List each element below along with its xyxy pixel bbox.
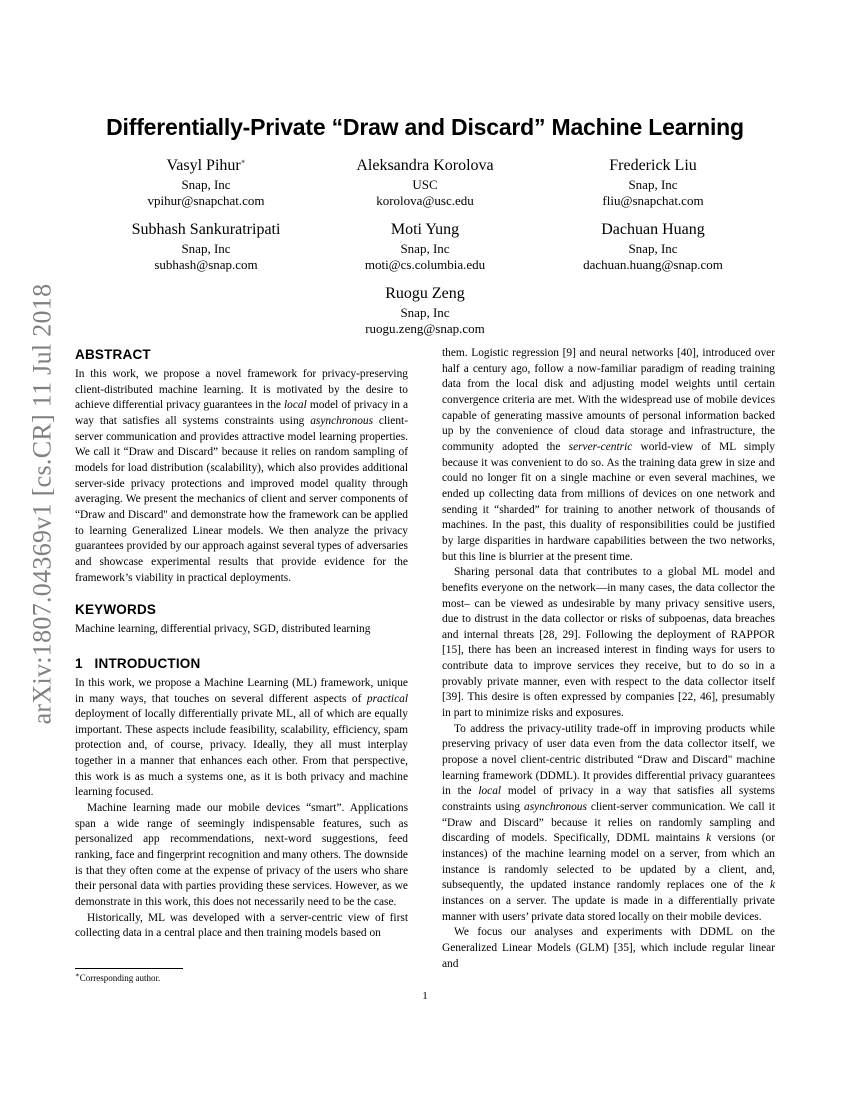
author-affiliation: Snap, Inc xyxy=(400,305,450,320)
arxiv-identifier-margin xyxy=(22,283,62,725)
author-block xyxy=(315,220,535,273)
author-name: Ruogu Zeng xyxy=(385,285,465,302)
author-name: Aleksandra Korolova xyxy=(356,157,494,174)
author-email: vpihur@snapchat.com xyxy=(147,193,265,208)
author-affiliation: Snap, Inc xyxy=(181,241,231,256)
right-column xyxy=(442,346,775,972)
intro-paragraph: Historically, ML was developed with a server-centric view of first collecting data in a central place and then training models based on xyxy=(75,911,408,940)
footnote: ∗Corresponding author. xyxy=(75,971,161,983)
author-email: moti@cs.columbia.edu xyxy=(364,257,486,272)
author-email: subhash@snap.com xyxy=(154,257,258,272)
intro-paragraph: We focus our analyses and experiments with DDML on the Generalized Linear Models (GLM) [35], which include regular linear and xyxy=(442,926,775,970)
footnote-rule xyxy=(75,968,183,969)
author-affiliation: Snap, Inc xyxy=(181,177,231,192)
author-name: Subhash Sankuratripati xyxy=(131,221,281,238)
author-block xyxy=(96,220,316,273)
author-affiliation: Snap, Inc xyxy=(400,241,450,256)
author-name: Vasyl Pihur∗ xyxy=(166,157,246,174)
author-block xyxy=(315,284,535,337)
left-column xyxy=(75,346,408,942)
author-block xyxy=(315,156,535,209)
author-name: Moti Yung xyxy=(390,221,460,238)
author-name: Dachuan Huang xyxy=(601,221,705,238)
author-block xyxy=(96,156,316,209)
intro-paragraph: Sharing personal data that contributes to a global ML model and benefits everyone on the network—in many cases, the data collector the most– can be viewed as undesirable by many privacy sensitive users, due to distrust in the data collector or risks of subpoenas, data breaches and internal threats [28, 29]. Following the deployment of RAPPOR [15], there has been an increased interest in finding ways for users to contribute data to improve services they receive, but to do so in a provably private manner, even with respect to the data collector itself [39]. This desire is often expressed by companies [22, 46], presumably in part to minimize risks and exposures. xyxy=(442,566,775,720)
author-email: ruogu.zeng@snap.com xyxy=(365,321,485,336)
abstract-text: In this work, we propose a novel framework for privacy-preserving client-distributed machine learning. It is motivated by the desire to achieve differential privacy guarantees in the local model of privacy in a way that satisfies all systems constraints using asynchronous client-server communication and provides attractive model learning properties. We call it “Draw and Discard” because it relies on random sampling of models for load distribution (scalability), which also provides additional server-side privacy protections and improved model quality through averaging. We present the mechanics of client and server components of “Draw and Discard" and demonstrate how the framework can be applied to learning Generalized Linear models. We then analyze the privacy guarantees provided by our approach against several types of adversaries and showcase experimental results that provide evidence for the framework’s viability in practical deployments. xyxy=(75,368,408,584)
abstract-heading: ABSTRACT xyxy=(75,347,151,362)
author-affiliation: Snap, Inc xyxy=(628,177,678,192)
author-affiliation: Snap, Inc xyxy=(628,241,678,256)
introduction-heading: 1 INTRODUCTION xyxy=(75,655,201,671)
author-email: dachuan.huang@snap.com xyxy=(583,257,723,272)
page-number: 1 xyxy=(422,990,428,1002)
paper-title: Differentially-Private “Draw and Discard” Machine Learning xyxy=(106,114,744,140)
author-block xyxy=(543,220,763,273)
keywords-heading: KEYWORDS xyxy=(75,602,157,618)
intro-paragraph: In this work, we propose a Machine Learning (ML) framework, unique in many ways, that touches on several different aspects of practical deployment of locally differentially private ML, all of which are equally important. These aspects include feasibility, scalability, efficiency, spam protection and, of course, privacy. Ideally, they all must interplay together in a manner that enhances each other. From that perspective, this work is as much a systems one, as it is both privacy and machine learning focused. xyxy=(75,676,408,799)
author-email: korolova@usc.edu xyxy=(376,193,474,208)
intro-paragraph: To address the privacy-utility trade-off in improving products while preserving privacy of user data even from the data collector itself, we propose a novel client-centric distributed “Draw and Discard" machine learning framework (DDML). It provides differential privacy guarantees in the local model of privacy in a way that satisfies all systems constraints using asynchronous client-server communication. We call it “Draw and Discard” because it relies on randomly sampling and discarding of models. Specifically, DDML maintains k versions (or instances) of the machine learning model on a server, from which an instance is randomly selected to be updated by a client, and, subsequently, the updated instance randomly replaces one of the k instances on a server. The update is made in a differentially private manner with users’ private data stored locally on their mobile devices. xyxy=(442,722,776,923)
arxiv-identifier: arXiv:1807.04369v1 [cs.CR] 11 Jul 2018 xyxy=(27,283,57,725)
keywords-text: Machine learning, differential privacy, SGD, distributed learning xyxy=(75,623,371,636)
author-name: Frederick Liu xyxy=(609,157,697,174)
intro-paragraph: them. Logistic regression [9] and neural networks [40], introduced over half a century ago, follow a now-familiar paradigm of reading training data from the local disk and adjusting model weights until certain convergence criteria are met. With the widespread use of mobile devices capable of generating massive amounts of personal information backed up by the convenience of cloud data storage and infrastructure, the community adopted the server-centric world-view of ML simply because it was convenient to do so. As the training data grew in size and could no longer fit on a single machine or even several machines, we ended up collecting data from millions of devices on one network and sending it “sharded” for training to another network of thousands of machines. In the past, this duality of responsibilities could be justified by large disparities in hardware capabilities between the two networks, but this line is blurrier at the present time. xyxy=(442,347,775,563)
intro-paragraph: Machine learning made our mobile devices “smart”. Applications span a wide range of seemingly indispensable features, such as personalized app recommendations, next-word suggestions, feed ranking, face and fingerprint recognition and many others. The downside is that they often come at the expense of privacy of the users who share their personal data with parties providing these services. However, as we demonstrate in this work, this does not necessarily need to be the case. xyxy=(75,802,408,909)
author-email: fliu@snapchat.com xyxy=(602,193,704,208)
author-block xyxy=(543,156,763,209)
author-affiliation: USC xyxy=(412,177,438,192)
